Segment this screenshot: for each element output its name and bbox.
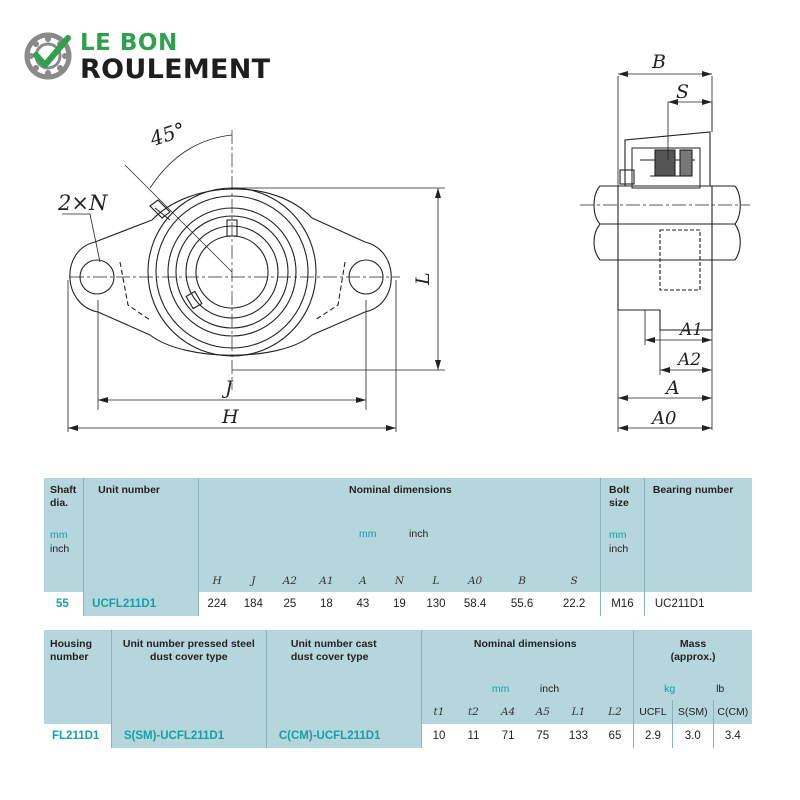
value-S: 22.2	[562, 598, 586, 610]
mass-unit-kg: kg	[664, 683, 676, 695]
dim-label-A0: A0	[652, 408, 677, 429]
header-shaft-dia: Shaft dia.	[50, 484, 77, 509]
symbol-N: N	[394, 575, 405, 587]
symbol-S: S	[570, 575, 578, 587]
value-A2: 25	[283, 598, 297, 610]
flange-front-view	[62, 130, 445, 432]
header-nominal-dimensions: Nominal dimensions	[199, 478, 601, 524]
symbol-t1: t1	[421, 700, 456, 724]
dim-label-H: H	[222, 406, 239, 428]
dim-label-B: B	[652, 51, 666, 73]
logo-text-line2: ROULEMENT	[80, 54, 271, 85]
nominal-units-and-symbols	[199, 524, 601, 570]
symbol-J: J	[251, 575, 256, 587]
table-row	[44, 724, 752, 748]
value-N: 19	[393, 598, 406, 610]
bolt-units	[600, 524, 644, 570]
dim-label-A1: A1	[680, 320, 704, 340]
header-nominal-dimensions-2: Nominal dimensions	[421, 630, 633, 680]
mass-col-ccm: C(CM)	[713, 700, 752, 724]
shaft-units	[44, 524, 84, 570]
mass-col-ucfl: UCFL	[634, 700, 673, 724]
value-A0: 58.4	[463, 598, 487, 610]
value-L1: 133	[568, 730, 589, 742]
bolt-value: M16	[600, 592, 644, 616]
nominal-unit-inch: inch	[409, 528, 429, 540]
value-A1: 18	[319, 598, 333, 610]
unit-number-value: UCFL211D1	[84, 592, 199, 616]
symbol-A1: A1	[319, 575, 334, 587]
symbol-A: A	[359, 575, 367, 587]
pressed-value: S(SM)-UCFL211D1	[111, 724, 266, 748]
header-housing-number: Housing number	[50, 638, 92, 663]
symbol-row-2	[44, 700, 752, 724]
shaft-unit-mm: mm	[50, 529, 68, 541]
cast-value: C(CM)-UCFL211D1	[266, 724, 421, 748]
symbol-t2: t2	[467, 706, 479, 718]
value-J: 184	[243, 598, 263, 610]
symbol-L2: L2	[608, 706, 622, 718]
symbol-row	[44, 570, 752, 592]
header-unit-number: Unit number	[84, 478, 199, 524]
housing-value: FL211D1	[52, 730, 100, 742]
dim-label-J: J	[225, 377, 233, 399]
symbol-A2: A2	[282, 575, 297, 587]
mass-units	[634, 680, 752, 700]
flange-side-view	[580, 71, 750, 432]
dim-label-A: A	[666, 377, 680, 399]
header-unit-cast: Unit number cast dust cover type	[266, 630, 421, 680]
mass-unit-lb: lb	[716, 683, 725, 695]
dim-label-S: S	[676, 81, 690, 103]
mass-col-ssm: S(SM)	[672, 700, 713, 724]
header-unit-pressed: Unit number pressed steel dust cover type	[111, 630, 266, 680]
value-A: 43	[356, 598, 370, 610]
header-bolt-size: Bolt size	[600, 478, 644, 524]
table-row	[44, 592, 752, 616]
value-L: 130	[426, 598, 446, 610]
symbol-H: H	[199, 570, 236, 592]
shaft-value: 55	[56, 598, 69, 610]
dim-label-A2: A2	[678, 350, 702, 370]
symbol-L1: L1	[571, 706, 586, 718]
dim-label-holes: 2×N	[58, 191, 108, 215]
value-B: 55.6	[510, 598, 534, 610]
nominal-unit-mm-2: mm	[491, 683, 510, 695]
mass-ssm: 3.0	[672, 724, 713, 748]
housing-table	[44, 630, 752, 748]
bearing-value: UC211D1	[644, 592, 752, 616]
bolt-unit-mm: mm	[608, 529, 627, 541]
bolt-unit-inch: inch	[608, 543, 629, 555]
symbol-A4: A4	[500, 706, 516, 718]
symbol-A5: A5	[535, 706, 550, 718]
symbol-B: B	[518, 575, 526, 587]
nominal-units-2	[421, 680, 633, 700]
header-mass: Mass (approx.)	[634, 630, 752, 680]
value-t1: 10	[421, 724, 456, 748]
value-A5: 75	[536, 730, 550, 742]
symbol-L: L	[432, 575, 440, 587]
dim-label-angle: 45°	[147, 117, 189, 152]
shaft-unit-inch: inch	[50, 543, 70, 555]
symbol-A0: A0	[467, 575, 483, 587]
value-t2: 11	[467, 730, 480, 742]
dim-label-L: L	[412, 272, 434, 285]
header-bearing-number: Bearing number	[644, 478, 752, 524]
mass-ccm: 3.4	[713, 724, 752, 748]
nominal-unit-inch-2: inch	[539, 683, 560, 695]
value-L2: 65	[608, 730, 622, 742]
logo-text-line1: LE BON	[80, 30, 178, 56]
mass-ucfl: 2.9	[634, 724, 673, 748]
nominal-unit-mm: mm	[359, 528, 377, 540]
value-A4: 71	[501, 730, 515, 742]
dimensions-table	[44, 478, 752, 616]
value-H: 224	[199, 592, 236, 616]
